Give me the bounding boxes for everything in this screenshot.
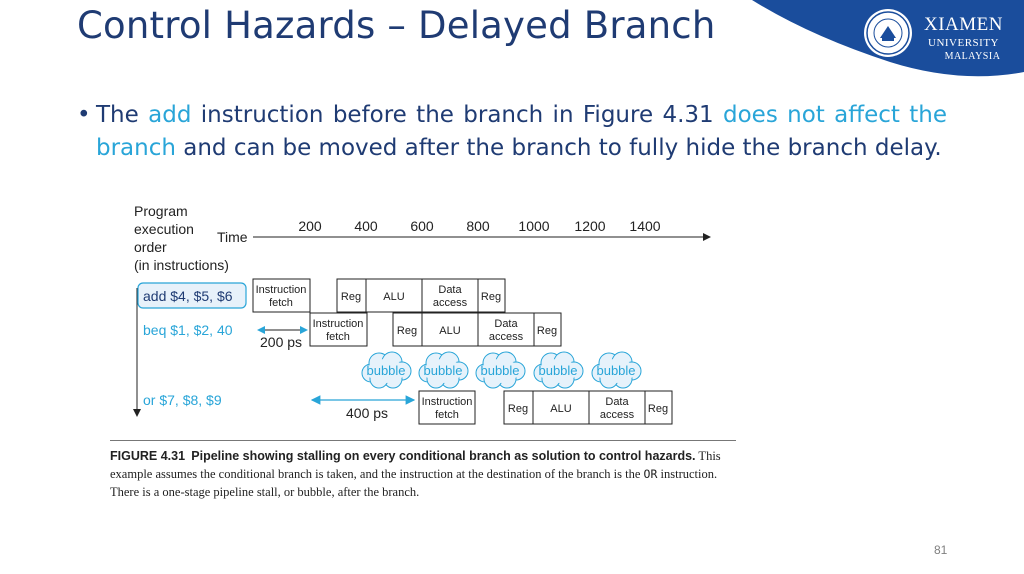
caption-text: This example assumes the conditional branch is taken, and the instruction at the destination of the branch is the bbox=[110, 449, 721, 481]
figure-caption bbox=[110, 447, 736, 501]
bullet-text-part: The bbox=[96, 102, 149, 128]
delay-label: 400 ps bbox=[346, 405, 389, 421]
stage-label: Instruction bbox=[421, 396, 473, 408]
stage-label: Reg bbox=[536, 325, 558, 337]
caption-bold-text: Pipeline showing stalling on every conditional branch as solution to control hazards. bbox=[191, 449, 696, 463]
stage-label: Reg bbox=[340, 291, 362, 303]
stage-label: Data bbox=[494, 318, 518, 330]
pipeline-row-beq bbox=[310, 313, 561, 346]
stage-label: Data bbox=[438, 284, 462, 296]
caption-text: instruction. There is a one-stage pipeline stall, or bubble, after the branch. bbox=[110, 467, 718, 499]
stage-label: ALU bbox=[383, 291, 405, 303]
bubble-cloud bbox=[476, 352, 525, 388]
time-tick: 1400 bbox=[629, 218, 661, 234]
instruction-label: beq $1, $2, 40 bbox=[143, 322, 233, 338]
stage-label: access bbox=[432, 297, 468, 309]
bullet-text-part: instruction before the branch in Figure 4.31 bbox=[191, 102, 723, 128]
bubble-cloud bbox=[362, 352, 411, 388]
stage-label: Instruction bbox=[255, 284, 307, 296]
logo-line-2: UNIVERSITY bbox=[928, 37, 999, 49]
bullet-highlight: does not affect the branch bbox=[96, 102, 948, 161]
instruction-label: add $4, $5, $6 bbox=[143, 288, 233, 304]
bubble-cloud bbox=[592, 352, 641, 388]
bullet-highlight: add bbox=[148, 102, 192, 128]
stage-label: Reg bbox=[647, 403, 669, 415]
time-tick: 400 bbox=[354, 218, 378, 234]
bubble-label: bubble bbox=[480, 363, 520, 378]
caption-figure-number: FIGURE 4.31 bbox=[110, 449, 186, 463]
time-tick: 1000 bbox=[518, 218, 550, 234]
caption-code: OR bbox=[643, 467, 658, 481]
time-label: Time bbox=[217, 229, 248, 245]
bullet-text-part: and can be moved after the branch to fully hide the branch delay. bbox=[175, 135, 942, 161]
bubble-label: bubble bbox=[538, 363, 578, 378]
time-tick: 800 bbox=[466, 218, 490, 234]
stage-label: fetch bbox=[435, 409, 459, 421]
stage-label: ALU bbox=[550, 403, 572, 415]
instruction-label: or $7, $8, $9 bbox=[143, 392, 222, 408]
caption-rule bbox=[110, 440, 736, 441]
delay-label: 200 ps bbox=[260, 334, 303, 350]
bubble-cloud bbox=[534, 352, 583, 388]
order-label-line: execution bbox=[134, 221, 194, 237]
order-label-line: order bbox=[134, 239, 167, 255]
stage-label: ALU bbox=[439, 325, 461, 337]
time-tick: 600 bbox=[410, 218, 434, 234]
stage-label: access bbox=[488, 331, 524, 343]
pipeline-row-add bbox=[253, 279, 505, 312]
pipeline-row-or bbox=[419, 391, 672, 424]
bubble-cloud bbox=[419, 352, 468, 388]
stage-label: access bbox=[599, 409, 635, 421]
logo-line-3: MALAYSIA bbox=[944, 51, 1001, 62]
bullet-dot-icon: • bbox=[77, 102, 91, 128]
time-tick: 200 bbox=[298, 218, 322, 234]
stage-label: fetch bbox=[269, 297, 293, 309]
page-number: 81 bbox=[934, 543, 948, 557]
bubble-label: bubble bbox=[423, 363, 463, 378]
order-label-line: (in instructions) bbox=[134, 257, 229, 273]
logo-line-1: XIAMEN bbox=[924, 14, 1003, 35]
stage-label: Data bbox=[605, 396, 629, 408]
stage-label: Reg bbox=[507, 403, 529, 415]
bubble-label: bubble bbox=[366, 363, 406, 378]
slide-title: Control Hazards – Delayed Branch bbox=[77, 4, 716, 47]
stage-label: Reg bbox=[396, 325, 418, 337]
stage-label: fetch bbox=[326, 331, 350, 343]
bubble-label: bubble bbox=[596, 363, 636, 378]
time-tick: 1200 bbox=[574, 218, 606, 234]
order-label-line: Program bbox=[134, 203, 188, 219]
stage-label: Instruction bbox=[312, 318, 364, 330]
stage-label: Reg bbox=[480, 291, 502, 303]
